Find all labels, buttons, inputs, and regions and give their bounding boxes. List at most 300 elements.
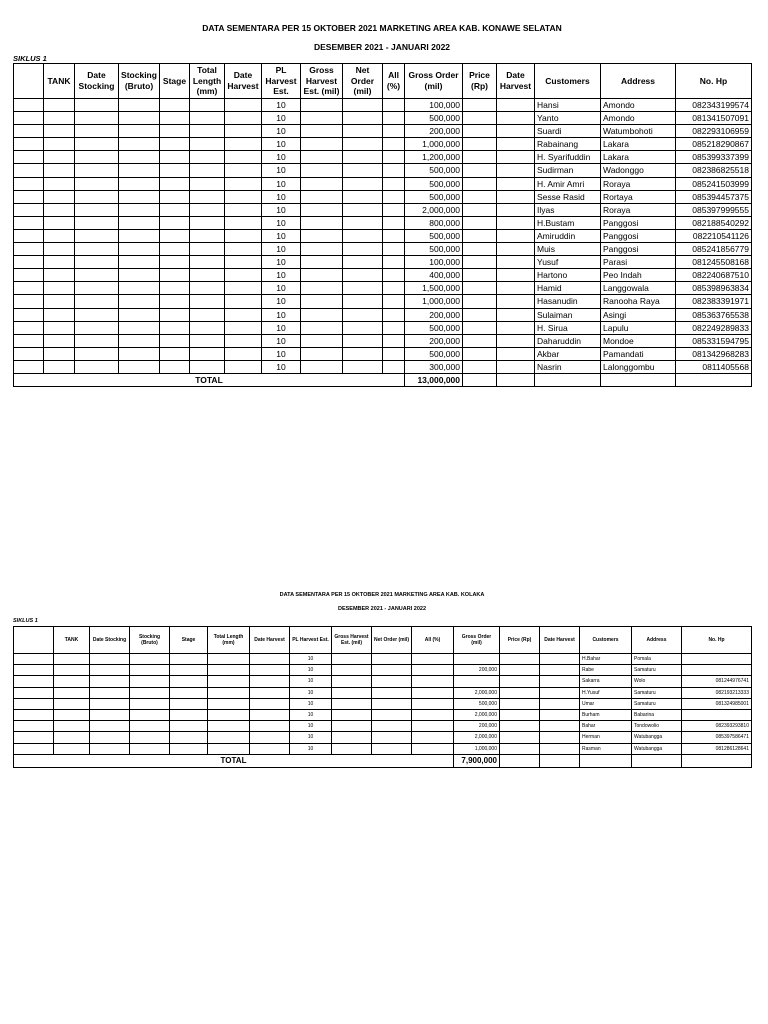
empty-cell <box>75 282 119 295</box>
empty-cell <box>160 190 190 203</box>
empty-cell <box>225 164 262 177</box>
empty-cell <box>75 203 119 216</box>
orders-table <box>13 63 752 387</box>
empty-cell <box>190 321 225 334</box>
customer-cell: Umar <box>580 698 632 709</box>
empty-cell <box>190 256 225 269</box>
empty-cell <box>497 164 535 177</box>
empty-cell <box>343 282 383 295</box>
column-header <box>14 64 44 99</box>
empty-cell <box>190 138 225 151</box>
empty-cell <box>75 269 119 282</box>
empty-cell <box>540 676 580 687</box>
empty-cell <box>119 334 160 347</box>
empty-cell <box>301 203 343 216</box>
address-cell: Parasi <box>601 256 676 269</box>
empty-cell <box>412 654 454 665</box>
empty-cell <box>497 203 535 216</box>
phone-cell: 082343199574 <box>676 99 752 112</box>
empty-cell <box>14 721 54 732</box>
column-header: TANK <box>54 627 90 654</box>
phone-cell: 0811405568 <box>676 360 752 373</box>
empty-cell <box>75 229 119 242</box>
table-row <box>14 177 752 190</box>
empty-cell <box>225 334 262 347</box>
empty-cell <box>383 243 405 256</box>
gross-order-cell: 100,000 <box>405 99 463 112</box>
empty-cell <box>301 99 343 112</box>
customer-cell: Sakarra <box>580 676 632 687</box>
empty-cell <box>160 177 190 190</box>
pl-harvest-cell: 10 <box>262 99 301 112</box>
empty-cell <box>301 256 343 269</box>
table-row <box>14 151 752 164</box>
empty-cell <box>301 243 343 256</box>
empty-cell <box>250 687 290 698</box>
empty-cell <box>225 308 262 321</box>
phone-cell: 081244976741 <box>682 676 752 687</box>
total-label: TOTAL <box>14 373 405 386</box>
gross-order-cell: 2,000,000 <box>454 687 500 698</box>
address-cell: Lakara <box>601 138 676 151</box>
customer-cell: Sulaiman <box>535 308 601 321</box>
customer-cell: Daharuddin <box>535 334 601 347</box>
empty-cell <box>14 665 54 676</box>
empty-cell <box>463 164 497 177</box>
address-cell: Amondo <box>601 99 676 112</box>
column-header: Gross Order (mil) <box>454 627 500 654</box>
customer-cell: Hamid <box>535 282 601 295</box>
empty-cell <box>75 243 119 256</box>
table-row <box>14 721 752 732</box>
pl-harvest-cell: 10 <box>262 177 301 190</box>
empty-cell <box>301 295 343 308</box>
empty-cell <box>225 282 262 295</box>
sheet-subtitle: DESEMBER 2021 - JANUARI 2022 <box>337 606 427 612</box>
empty-cell <box>301 308 343 321</box>
empty-cell <box>463 216 497 229</box>
empty-cell <box>250 721 290 732</box>
empty-cell <box>44 216 75 229</box>
empty-cell <box>44 334 75 347</box>
empty-cell <box>130 687 170 698</box>
empty-cell <box>190 125 225 138</box>
gross-order-cell: 400,000 <box>405 269 463 282</box>
empty-cell <box>383 112 405 125</box>
phone-cell: 085399337399 <box>676 151 752 164</box>
phone-cell <box>682 654 752 665</box>
empty-cell <box>412 665 454 676</box>
empty-cell <box>190 295 225 308</box>
phone-cell: 082386825518 <box>676 164 752 177</box>
gross-order-cell: 500,000 <box>405 177 463 190</box>
empty-cell <box>119 295 160 308</box>
empty-cell <box>75 99 119 112</box>
empty-cell <box>14 243 44 256</box>
empty-cell <box>90 721 130 732</box>
gross-order-cell: 200,000 <box>405 308 463 321</box>
empty-cell <box>75 138 119 151</box>
empty-cell <box>463 243 497 256</box>
empty-cell <box>500 687 540 698</box>
pl-harvest-cell: 10 <box>262 203 301 216</box>
address-cell: Peo Indah <box>601 269 676 282</box>
gross-order-cell: 500,000 <box>405 321 463 334</box>
empty-cell <box>343 334 383 347</box>
empty-cell <box>500 754 540 767</box>
empty-cell <box>372 698 412 709</box>
empty-cell <box>497 112 535 125</box>
empty-cell <box>44 256 75 269</box>
empty-cell <box>14 138 44 151</box>
phone-cell: 082240687510 <box>676 269 752 282</box>
empty-cell <box>412 710 454 721</box>
empty-cell <box>160 334 190 347</box>
empty-cell <box>160 216 190 229</box>
empty-cell <box>497 138 535 151</box>
empty-cell <box>160 138 190 151</box>
empty-cell <box>332 665 372 676</box>
empty-cell <box>119 151 160 164</box>
customer-cell: Yusuf <box>535 256 601 269</box>
empty-cell <box>190 112 225 125</box>
empty-cell <box>44 125 75 138</box>
empty-cell <box>343 138 383 151</box>
empty-cell <box>14 321 44 334</box>
empty-cell <box>160 347 190 360</box>
empty-cell <box>497 282 535 295</box>
empty-cell <box>497 229 535 242</box>
empty-cell <box>463 347 497 360</box>
empty-cell <box>225 321 262 334</box>
empty-cell <box>301 151 343 164</box>
empty-cell <box>540 743 580 754</box>
empty-cell <box>160 229 190 242</box>
empty-cell <box>463 99 497 112</box>
table-row <box>14 334 752 347</box>
empty-cell <box>44 164 75 177</box>
empty-cell <box>14 177 44 190</box>
table-row <box>14 256 752 269</box>
empty-cell <box>372 676 412 687</box>
empty-cell <box>14 710 54 721</box>
sheet-title: DATA SEMENTARA PER 15 OKTOBER 2021 MARKETING AREA KAB. KOLAKA <box>279 592 485 598</box>
empty-cell <box>580 754 632 767</box>
empty-cell <box>497 216 535 229</box>
header-row <box>14 64 752 99</box>
empty-cell <box>170 732 208 743</box>
address-cell: Pamandati <box>601 347 676 360</box>
empty-cell <box>500 676 540 687</box>
empty-cell <box>343 243 383 256</box>
customer-cell: Nasrin <box>535 360 601 373</box>
empty-cell <box>332 687 372 698</box>
customer-cell: Rasman <box>580 743 632 754</box>
customer-cell: Hartono <box>535 269 601 282</box>
empty-cell <box>412 698 454 709</box>
empty-cell <box>540 721 580 732</box>
gross-order-cell: 2,000,000 <box>454 732 500 743</box>
empty-cell <box>343 269 383 282</box>
empty-cell <box>14 732 54 743</box>
address-cell: Lakara <box>601 151 676 164</box>
column-header: Date Harvest <box>497 64 535 99</box>
empty-cell <box>343 203 383 216</box>
empty-cell <box>343 321 383 334</box>
empty-cell <box>160 112 190 125</box>
empty-cell <box>44 243 75 256</box>
table-body <box>14 99 752 387</box>
empty-cell <box>500 743 540 754</box>
empty-cell <box>54 710 90 721</box>
address-cell: Pomala <box>632 654 682 665</box>
empty-cell <box>225 125 262 138</box>
table-row <box>14 112 752 125</box>
empty-cell <box>130 721 170 732</box>
empty-cell <box>383 99 405 112</box>
pl-harvest-cell: 10 <box>262 282 301 295</box>
empty-cell <box>332 710 372 721</box>
customer-cell: Bahar <box>580 721 632 732</box>
empty-cell <box>383 138 405 151</box>
empty-cell <box>343 347 383 360</box>
empty-cell <box>250 698 290 709</box>
empty-cell <box>383 347 405 360</box>
empty-cell <box>463 269 497 282</box>
gross-order-cell: 200,000 <box>454 665 500 676</box>
empty-cell <box>225 151 262 164</box>
empty-cell <box>190 216 225 229</box>
empty-cell <box>119 190 160 203</box>
empty-cell <box>75 177 119 190</box>
address-cell: Watubangga <box>632 743 682 754</box>
empty-cell <box>54 743 90 754</box>
column-header: Stage <box>160 64 190 99</box>
empty-cell <box>343 151 383 164</box>
gross-order-cell: 1,000,000 <box>454 743 500 754</box>
empty-cell <box>90 698 130 709</box>
empty-cell <box>44 282 75 295</box>
empty-cell <box>383 203 405 216</box>
table-row <box>14 687 752 698</box>
empty-cell <box>225 112 262 125</box>
sheet-konawe-selatan <box>13 20 751 387</box>
gross-order-cell: 500,000 <box>454 698 500 709</box>
empty-cell <box>463 112 497 125</box>
empty-cell <box>190 151 225 164</box>
sheet-subtitle: DESEMBER 2021 - JANUARI 2022 <box>313 42 451 52</box>
empty-cell <box>190 243 225 256</box>
empty-cell <box>250 665 290 676</box>
empty-cell <box>540 665 580 676</box>
table-row <box>14 138 752 151</box>
empty-cell <box>14 190 44 203</box>
empty-cell <box>343 360 383 373</box>
empty-cell <box>14 282 44 295</box>
empty-cell <box>463 256 497 269</box>
empty-cell <box>44 321 75 334</box>
empty-cell <box>75 308 119 321</box>
empty-cell <box>383 125 405 138</box>
empty-cell <box>75 112 119 125</box>
empty-cell <box>14 334 44 347</box>
empty-cell <box>14 203 44 216</box>
address-cell: Tondowolio <box>632 721 682 732</box>
empty-cell <box>54 721 90 732</box>
pl-harvest-cell: 10 <box>262 295 301 308</box>
empty-cell <box>14 743 54 754</box>
empty-cell <box>250 654 290 665</box>
empty-cell <box>463 334 497 347</box>
empty-cell <box>160 125 190 138</box>
address-cell: Amondo <box>601 112 676 125</box>
column-header: Date Stocking <box>75 64 119 99</box>
empty-cell <box>500 654 540 665</box>
address-cell: Panggosi <box>601 229 676 242</box>
empty-cell <box>225 216 262 229</box>
address-cell: Panggosi <box>601 243 676 256</box>
empty-cell <box>170 698 208 709</box>
empty-cell <box>500 721 540 732</box>
empty-cell <box>500 665 540 676</box>
total-row <box>14 754 752 767</box>
column-header: No. Hp <box>676 64 752 99</box>
pl-harvest-cell: 10 <box>262 243 301 256</box>
column-header: Price (Rp) <box>463 64 497 99</box>
empty-cell <box>14 256 44 269</box>
empty-cell <box>412 676 454 687</box>
empty-cell <box>412 687 454 698</box>
empty-cell <box>463 138 497 151</box>
siklus-label: SIKLUS 1 <box>13 54 47 63</box>
empty-cell <box>301 360 343 373</box>
pl-harvest-cell: 10 <box>262 190 301 203</box>
empty-cell <box>463 177 497 190</box>
empty-cell <box>463 125 497 138</box>
empty-cell <box>14 676 54 687</box>
gross-order-cell: 2,000,000 <box>454 710 500 721</box>
gross-order-cell: 1,000,000 <box>405 138 463 151</box>
address-cell: Wadonggo <box>601 164 676 177</box>
empty-cell <box>500 732 540 743</box>
empty-cell <box>497 99 535 112</box>
pl-harvest-cell: 10 <box>262 269 301 282</box>
empty-cell <box>497 308 535 321</box>
table-row <box>14 321 752 334</box>
empty-cell <box>119 308 160 321</box>
empty-cell <box>54 665 90 676</box>
pl-harvest-cell: 10 <box>262 164 301 177</box>
empty-cell <box>54 687 90 698</box>
customer-cell: Herman <box>580 732 632 743</box>
table-row <box>14 203 752 216</box>
empty-cell <box>90 665 130 676</box>
customer-cell: Rabainang <box>535 138 601 151</box>
empty-cell <box>497 151 535 164</box>
phone-cell: 081245508168 <box>676 256 752 269</box>
empty-cell <box>540 687 580 698</box>
empty-cell <box>90 710 130 721</box>
empty-cell <box>90 743 130 754</box>
pl-harvest-cell: 10 <box>290 687 332 698</box>
pl-harvest-cell: 10 <box>290 743 332 754</box>
empty-cell <box>90 687 130 698</box>
table-row <box>14 216 752 229</box>
pl-harvest-cell: 10 <box>262 229 301 242</box>
phone-cell: 082293106959 <box>676 125 752 138</box>
table-row <box>14 308 752 321</box>
pl-harvest-cell: 10 <box>290 698 332 709</box>
empty-cell <box>75 334 119 347</box>
pl-harvest-cell: 10 <box>290 676 332 687</box>
column-header: Customers <box>580 627 632 654</box>
empty-cell <box>14 308 44 321</box>
empty-cell <box>343 177 383 190</box>
address-cell: Rortaya <box>601 190 676 203</box>
table-row <box>14 282 752 295</box>
empty-cell <box>225 269 262 282</box>
empty-cell <box>190 177 225 190</box>
customer-cell: Hansi <box>535 99 601 112</box>
pl-harvest-cell: 10 <box>262 334 301 347</box>
empty-cell <box>500 698 540 709</box>
empty-cell <box>119 112 160 125</box>
empty-cell <box>119 216 160 229</box>
empty-cell <box>383 216 405 229</box>
empty-cell <box>225 360 262 373</box>
empty-cell <box>540 732 580 743</box>
empty-cell <box>225 177 262 190</box>
empty-cell <box>497 125 535 138</box>
table-row <box>14 665 752 676</box>
phone-cell: 082393293810 <box>682 721 752 732</box>
empty-cell <box>54 732 90 743</box>
phone-cell: 082249289833 <box>676 321 752 334</box>
phone-cell: 082383391971 <box>676 295 752 308</box>
table-row <box>14 190 752 203</box>
empty-cell <box>225 347 262 360</box>
empty-cell <box>14 654 54 665</box>
header-row <box>14 627 752 654</box>
empty-cell <box>540 710 580 721</box>
empty-cell <box>383 295 405 308</box>
empty-cell <box>190 334 225 347</box>
empty-cell <box>208 654 250 665</box>
phone-cell: 081286128641 <box>682 743 752 754</box>
empty-cell <box>160 99 190 112</box>
gross-order-cell: 2,000,000 <box>405 203 463 216</box>
empty-cell <box>497 334 535 347</box>
empty-cell <box>497 321 535 334</box>
empty-cell <box>332 743 372 754</box>
column-header: Date Stocking <box>90 627 130 654</box>
empty-cell <box>190 164 225 177</box>
pl-harvest-cell: 10 <box>262 308 301 321</box>
empty-cell <box>540 654 580 665</box>
gross-order-cell: 500,000 <box>405 190 463 203</box>
phone-cell <box>682 710 752 721</box>
phone-cell: 082210541126 <box>676 229 752 242</box>
empty-cell <box>119 203 160 216</box>
empty-cell <box>190 99 225 112</box>
empty-cell <box>372 687 412 698</box>
empty-cell <box>44 151 75 164</box>
pl-harvest-cell: 10 <box>290 665 332 676</box>
phone-cell: 081324985001 <box>682 698 752 709</box>
address-cell: Asingi <box>601 308 676 321</box>
empty-cell <box>497 269 535 282</box>
empty-cell <box>14 295 44 308</box>
